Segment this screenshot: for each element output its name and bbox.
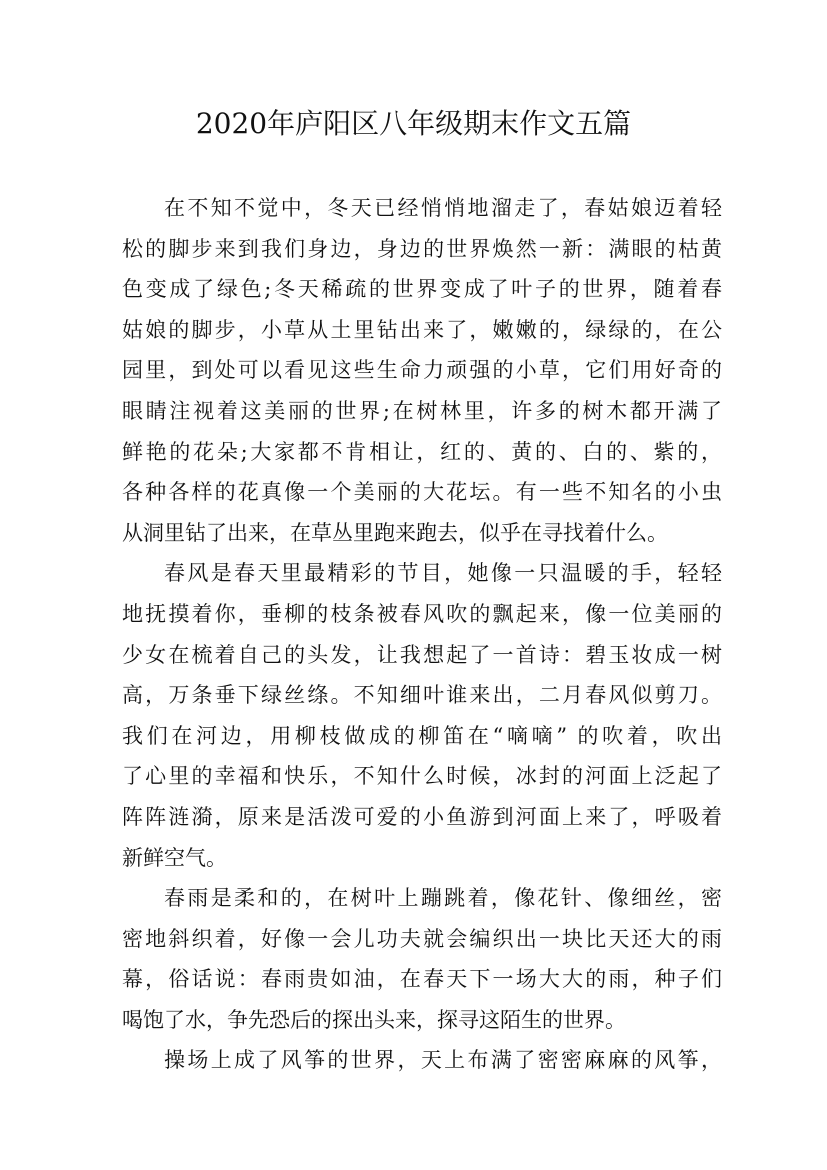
document-body bbox=[122, 188, 722, 1081]
document-title: 2020年庐阳区八年级期末作文五篇 bbox=[195, 107, 632, 140]
text-line: 春雨是柔和的，在树叶上蹦跳着，像花针、像细丝，密 bbox=[164, 886, 722, 911]
text-line: 鲜艳的花朵;大家都不肯相让，红的、黄的、白的、紫的， bbox=[122, 439, 722, 464]
text-line: 阵阵涟漪，原来是活泼可爱的小鱼游到河面上来了，呼吸着 bbox=[122, 804, 722, 829]
text-line: 在不知不觉中，冬天已经悄悄地溜走了，春姑娘迈着轻 bbox=[164, 196, 722, 220]
text-line: 我们在河边，用柳枝做成的柳笛在“嘀嘀” 的吹着，吹出 bbox=[122, 723, 722, 748]
text-line: 地抚摸着你，垂柳的枝条被春风吹的飘起来，像一位美丽的 bbox=[122, 601, 722, 626]
text-line: 色变成了绿色;冬天稀疏的世界变成了叶子的世界，随着春 bbox=[122, 277, 722, 302]
text-line: 操场上成了风筝的世界，天上布满了密密麻麻的风筝， bbox=[164, 1048, 722, 1073]
text-line: 春风是春天里最精彩的节目，她像一只温暖的手，轻轻 bbox=[164, 561, 722, 586]
text-line: 从洞里钻了出来，在草丛里跑来跑去，似乎在寻找着什么。 bbox=[122, 520, 668, 545]
text-line: 喝饱了水，争先恐后的探出头来，探寻这陌生的世界。 bbox=[122, 1007, 626, 1032]
text-line: 各种各样的花真像一个美丽的大花坛。有一些不知名的小虫 bbox=[122, 480, 722, 505]
text-line: 姑娘的脚步，小草从土里钻出来了，嫩嫩的，绿绿的，在公 bbox=[122, 317, 722, 342]
text-line: 幕，俗话说：春雨贵如油，在春天下一场大大的雨，种子们 bbox=[122, 967, 722, 992]
text-line: 新鲜空气。 bbox=[122, 845, 227, 870]
text-line: 园里，到处可以看见这些生命力顽强的小草，它们用好奇的 bbox=[122, 358, 722, 383]
text-line: 眼睛注视着这美丽的世界;在树林里，许多的树木都开满了 bbox=[122, 398, 722, 423]
text-line: 密地斜织着，好像一会儿功夫就会编织出一块比天还大的雨 bbox=[122, 926, 722, 951]
text-line: 松的脚步来到我们身边，身边的世界焕然一新：满眼的枯黄 bbox=[122, 236, 722, 261]
text-line: 少女在梳着自己的头发，让我想起了一首诗：碧玉妆成一树 bbox=[122, 642, 722, 667]
text-line: 了心里的幸福和快乐，不知什么时候，冰封的河面上泛起了 bbox=[122, 764, 722, 789]
text-line: 高，万条垂下绿丝绦。不知细叶谁来出，二月春风似剪刀。 bbox=[122, 683, 722, 708]
